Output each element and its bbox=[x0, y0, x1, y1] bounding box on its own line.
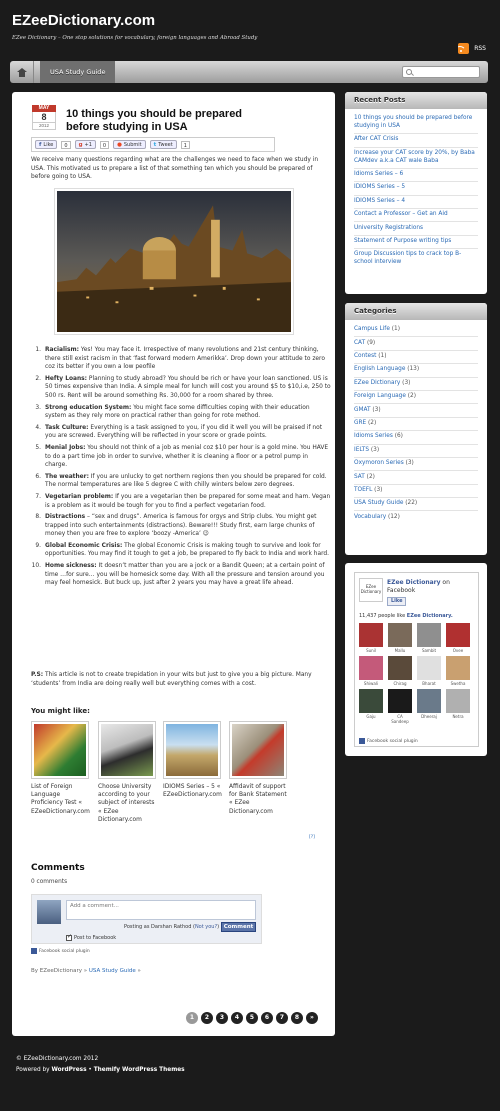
post-meta-suffix: » bbox=[135, 968, 141, 974]
fan-avatar[interactable] bbox=[359, 656, 383, 680]
fb-fan[interactable] bbox=[446, 656, 470, 686]
fb-fan[interactable] bbox=[388, 623, 412, 653]
category-item bbox=[354, 391, 478, 404]
recent-post-link[interactable]: Increase your CAT score by 20%, by Baba CAMdev a.k.a CAT wale Baba bbox=[354, 148, 478, 169]
category-item bbox=[354, 471, 478, 484]
category-count: (1) bbox=[376, 353, 387, 360]
list-item bbox=[31, 493, 331, 510]
fan-name[interactable]: Shiwali bbox=[363, 681, 379, 686]
list-item-number: 3. bbox=[35, 404, 41, 411]
posting-as bbox=[124, 924, 219, 930]
rss-icon bbox=[458, 43, 469, 54]
category-count: (2) bbox=[405, 393, 416, 400]
page-number[interactable]: 7 bbox=[276, 1012, 288, 1024]
posting-as-end: ) bbox=[217, 924, 220, 930]
category-item bbox=[354, 445, 478, 458]
category-item bbox=[354, 351, 478, 364]
site-title[interactable]: EZeeDictionary.com bbox=[12, 12, 156, 29]
category-link[interactable]: TOEFL bbox=[354, 486, 373, 493]
recent-post-link[interactable]: Idioms Series – 6 bbox=[354, 169, 478, 182]
fb-social-plugin-label: Facebook social plugin bbox=[39, 948, 90, 954]
fan-avatar[interactable] bbox=[388, 623, 412, 647]
rss-link[interactable] bbox=[458, 43, 486, 54]
related-link[interactable]: IDIOMS Series – 5 « EZeeDictionary.com bbox=[163, 784, 222, 799]
post-category-link[interactable]: USA Study Guide bbox=[88, 968, 136, 974]
fb-fan[interactable] bbox=[388, 689, 412, 724]
category-count: (6) bbox=[392, 433, 403, 440]
ps-text: This article is not to create trepidation in your wits but just to give you a big picture. Many ‘students’ from India are doing really well but everything comes with a cost. bbox=[31, 672, 312, 687]
gplus-label: +1 bbox=[84, 141, 92, 148]
posting-as-text: Posting as Darshan Rathod ( bbox=[124, 924, 195, 930]
category-count: (3) bbox=[372, 486, 383, 493]
fb-fan[interactable] bbox=[388, 656, 412, 686]
facebook-icon bbox=[359, 738, 365, 744]
page-number[interactable]: 6 bbox=[261, 1012, 273, 1024]
list-item-body bbox=[45, 424, 331, 441]
fan-name[interactable]: Sunil bbox=[366, 648, 376, 653]
fan-name[interactable]: Netra bbox=[452, 714, 464, 719]
category-link[interactable]: GMAT bbox=[354, 406, 371, 413]
twitter-icon: t bbox=[153, 141, 157, 148]
list-item-head: Global Economic Crisis: bbox=[45, 542, 123, 549]
search-icon bbox=[406, 69, 412, 75]
fan-name[interactable]: Mallu bbox=[394, 648, 406, 653]
list-item-head: Strong education System: bbox=[45, 404, 132, 411]
list-item bbox=[31, 473, 331, 490]
list-item bbox=[31, 562, 331, 588]
post-date-day: 8 bbox=[32, 112, 56, 123]
fan-avatar[interactable] bbox=[446, 656, 470, 680]
fb-fan[interactable] bbox=[359, 689, 383, 724]
list-item-number: 9. bbox=[35, 542, 41, 549]
recent-post-link[interactable]: IDIOMS Series – 4 bbox=[354, 196, 478, 209]
fan-avatar[interactable] bbox=[417, 689, 441, 713]
post-image bbox=[54, 188, 294, 335]
list-item-head: Vegetarian problem: bbox=[45, 493, 114, 500]
page-number[interactable]: 3 bbox=[216, 1012, 228, 1024]
list-item-head: Task Culture: bbox=[45, 424, 89, 431]
footer-sep: • bbox=[86, 1067, 94, 1073]
next-page-button[interactable]: » bbox=[306, 1012, 318, 1024]
themify-link[interactable]: Themify WordPress Themes bbox=[93, 1067, 185, 1073]
post-title[interactable]: 10 things you should be prepared before studying in USA bbox=[66, 108, 243, 133]
category-count: (3) bbox=[403, 460, 414, 467]
nav-item-usa-study-guide[interactable]: USA Study Guide bbox=[40, 61, 115, 83]
related-thumb[interactable] bbox=[98, 721, 156, 779]
list-item-body bbox=[45, 562, 331, 588]
home-button[interactable] bbox=[10, 61, 34, 83]
fb-faces-grid bbox=[359, 623, 477, 724]
fb-page-link[interactable]: EZee Dictionary bbox=[387, 579, 441, 586]
list-item-text: – “sex and drugs”. America is famous for orgys and Strip clubs. You might get trapped into such entertainments (distractions). Beware!!! Study first, earn large chunks of money then you are free to explore ‘boozy -America’ 😉 bbox=[45, 514, 317, 538]
related-help-link[interactable]: [?] bbox=[309, 835, 315, 840]
fan-name[interactable]: Swetha bbox=[450, 681, 466, 686]
stumble-submit-button[interactable] bbox=[113, 140, 146, 149]
list-item-text: You might face some difficulties coping with their education system as they rely more on practical rather than going for rote method. bbox=[45, 404, 310, 420]
post-meta bbox=[31, 968, 141, 974]
fb-fan[interactable] bbox=[446, 689, 470, 724]
fb-social-plugin-link[interactable] bbox=[31, 948, 90, 954]
related-post[interactable] bbox=[31, 721, 90, 816]
category-link[interactable]: Campus Life bbox=[354, 326, 390, 333]
related-thumb[interactable] bbox=[163, 721, 221, 779]
list-item bbox=[31, 404, 331, 421]
category-item bbox=[354, 378, 478, 391]
list-item-body bbox=[45, 375, 331, 401]
list-item bbox=[31, 424, 331, 441]
fb-page-logo[interactable]: EZee Dictionary bbox=[359, 578, 383, 602]
list-item-body bbox=[45, 542, 331, 559]
fb-fan[interactable] bbox=[359, 656, 383, 686]
category-count: (3) bbox=[400, 379, 411, 386]
categories-widget bbox=[345, 303, 487, 555]
recent-post-link[interactable]: IDIOMS Series – 5 bbox=[354, 182, 478, 195]
checkbox-icon[interactable] bbox=[66, 935, 72, 941]
fb-like-count: 0 bbox=[61, 141, 70, 149]
list-item-number: 1. bbox=[35, 347, 41, 353]
related-link[interactable]: Choose University according to your subject of interests « EZee Dictionary.com bbox=[98, 784, 155, 823]
post-date-month: MAY bbox=[32, 105, 56, 112]
main-nav bbox=[10, 61, 488, 83]
home-icon bbox=[17, 68, 27, 77]
category-count: (1) bbox=[389, 326, 400, 333]
fan-name[interactable]: Chirag bbox=[393, 681, 407, 686]
fan-name[interactable]: Bharat bbox=[422, 681, 436, 686]
category-link[interactable]: CAT bbox=[354, 339, 366, 346]
category-count: (2) bbox=[364, 473, 375, 480]
category-link[interactable]: Oxymoron Series bbox=[354, 460, 404, 467]
avatar bbox=[37, 900, 61, 924]
fb-people-page[interactable]: EZee Dictionary. bbox=[406, 613, 453, 619]
category-link[interactable]: Foreign Language bbox=[354, 393, 406, 400]
post-author: By EZeeDictionary » bbox=[31, 968, 89, 974]
list-item-number: 2. bbox=[35, 375, 41, 382]
fb-fan[interactable] bbox=[359, 623, 383, 653]
category-item bbox=[354, 498, 478, 511]
list-item-head: Hefty Loans: bbox=[45, 375, 88, 382]
related-post[interactable] bbox=[98, 721, 157, 824]
share-bar bbox=[31, 137, 275, 152]
post-date bbox=[32, 105, 56, 130]
list-item-head: Home sickness: bbox=[45, 563, 97, 570]
fan-avatar[interactable] bbox=[388, 656, 412, 680]
google-plus-icon: g bbox=[78, 141, 83, 148]
fb-fan[interactable] bbox=[417, 623, 441, 653]
recent-post-link[interactable]: 10 things you should be prepared before studying in USA bbox=[354, 113, 478, 134]
category-count: (3) bbox=[369, 446, 380, 453]
fan-name[interactable]: CA Sandeep bbox=[391, 714, 409, 724]
gplus-button[interactable] bbox=[75, 140, 96, 149]
related-post[interactable] bbox=[163, 721, 222, 799]
related-link[interactable]: Affidavit of support for Bank Statement « EZee Dictionary.com bbox=[229, 784, 287, 815]
list-item-body bbox=[45, 346, 331, 372]
list-item bbox=[31, 542, 331, 559]
fb-on-text: on Facebook bbox=[387, 579, 450, 594]
list-item bbox=[31, 375, 331, 401]
recent-post-link[interactable]: After CAT Crisis bbox=[354, 134, 478, 147]
list-item bbox=[31, 444, 331, 470]
list-item-head: Distractions bbox=[45, 514, 86, 521]
list-item-body bbox=[45, 404, 331, 421]
category-item bbox=[354, 458, 478, 471]
gplus-count: 0 bbox=[100, 141, 109, 149]
rss-label: RSS bbox=[474, 45, 486, 52]
list-item-text: It doesn’t matter than you are a jock or a Bandit Queen; at a certain point of time …for sure… you will be homesick some day. With all the pressure and tension around you may feel homesick. But buck up, just after 2 years you may have a great life ahead. bbox=[45, 563, 325, 587]
list-item-text: Yes! You may face it. Irrespective of many revolutions and 21st century thinking, there still exist racism in that ‘fast forward modern Amerikka’. Drop down your attitude to zero coz its better if you own a low peofile bbox=[45, 347, 325, 371]
post-date-year: 2012 bbox=[32, 123, 56, 130]
related-post[interactable] bbox=[229, 721, 288, 816]
search-input[interactable] bbox=[403, 76, 479, 86]
category-item bbox=[354, 337, 478, 350]
related-thumb[interactable] bbox=[31, 721, 89, 779]
submit-label: Submit bbox=[123, 141, 142, 148]
fan-name[interactable]: Ovee bbox=[452, 648, 464, 653]
fan-avatar[interactable] bbox=[417, 656, 441, 680]
fb-page-like-button[interactable]: Like bbox=[387, 597, 406, 606]
footer-powered bbox=[16, 1067, 185, 1073]
list-item-number: 10. bbox=[31, 563, 41, 570]
fb-social-plugin-label: Facebook social plugin bbox=[367, 738, 418, 744]
recent-post-link[interactable]: Contact a Professor – Get an Aid bbox=[354, 209, 478, 222]
oxford-skyline-image bbox=[57, 191, 291, 332]
footer-copyright: © EZeeDictionary.com 2012 bbox=[16, 1056, 99, 1062]
recent-post-link[interactable]: Group Discussion tips to crack top B-school interview bbox=[354, 251, 462, 266]
list-item-body bbox=[45, 513, 331, 539]
comment-button[interactable]: Comment bbox=[221, 922, 256, 932]
fan-name[interactable]: Sambit bbox=[421, 648, 437, 653]
page-number[interactable]: 1 bbox=[186, 1012, 198, 1024]
comments-count: 0 comments bbox=[31, 879, 68, 885]
category-item bbox=[354, 485, 478, 498]
fan-avatar[interactable] bbox=[388, 689, 412, 713]
list-item-head: The weather: bbox=[45, 473, 89, 480]
fb-comments-box bbox=[31, 894, 262, 944]
post-to-facebook-label: Post to Facebook bbox=[74, 935, 117, 941]
category-count: (13) bbox=[405, 366, 420, 373]
category-link[interactable]: SAT bbox=[354, 473, 365, 480]
category-item bbox=[354, 364, 478, 377]
fan-avatar[interactable] bbox=[446, 623, 470, 647]
list-item-body bbox=[45, 493, 331, 510]
related-thumb[interactable] bbox=[229, 721, 287, 779]
facebook-like-box bbox=[354, 572, 479, 747]
fan-avatar[interactable] bbox=[359, 689, 383, 713]
list-item-text: If you are unlucky to get northern regions then you should be prepared for cold. The normal temperatures are like 5 degree C with chilly winters below zero degrees. bbox=[45, 473, 327, 489]
list-item-head: Racialism: bbox=[45, 347, 80, 353]
related-link[interactable]: List of Foreign Language Proficiency Test « EZeeDictionary.com bbox=[31, 784, 90, 815]
fb-people-count bbox=[359, 613, 453, 619]
category-link[interactable]: GRE bbox=[354, 420, 367, 427]
page-number[interactable]: 5 bbox=[246, 1012, 258, 1024]
fb-page-name bbox=[387, 579, 477, 595]
category-link[interactable]: English Language bbox=[354, 366, 406, 373]
category-count: (3) bbox=[370, 406, 381, 413]
tweet-label: Tweet bbox=[158, 141, 173, 148]
category-count: (2) bbox=[366, 420, 377, 427]
main-content bbox=[12, 92, 335, 1036]
category-count: (22) bbox=[403, 500, 418, 507]
fb-social-plugin-link[interactable] bbox=[359, 738, 418, 744]
ps-head: P.S: bbox=[31, 672, 44, 678]
fan-name[interactable]: Gaju bbox=[366, 714, 376, 719]
list-item-text: You should not think of a job as menial coz $10 per hour is a gold mine. You HAVE to do a part time job in order to survive, whether it is cleaning a floor or a petrol pump in charge. bbox=[45, 444, 329, 469]
category-item bbox=[354, 511, 478, 523]
recent-posts-widget bbox=[345, 92, 487, 294]
fan-name[interactable]: Dheeraj bbox=[421, 714, 437, 719]
list-item-number: 5. bbox=[35, 444, 41, 451]
fan-avatar[interactable] bbox=[417, 623, 441, 647]
facebook-icon: f bbox=[39, 141, 42, 148]
post-ps bbox=[31, 671, 326, 688]
recent-post-link[interactable]: Statement of Purpose writing tips bbox=[354, 236, 478, 249]
site-tagline: EZee Dictionary – One stop solutions for vocabulary, foreign languages and Abroad Study bbox=[12, 35, 258, 41]
fan-avatar[interactable] bbox=[446, 689, 470, 713]
list-item-text: Everything is a task assigned to you, if you did it well you will be praised if not you are screwed. Everything will be reflected in your score or grade points. bbox=[45, 424, 323, 440]
post-intro: We receive many questions regarding what are the challenges we need to face when we study in USA. This motivated us to prepare a list of that something ten which you should be prepared of before going to USA. bbox=[31, 157, 319, 181]
powered-prefix: Powered by bbox=[16, 1067, 52, 1073]
comment-input[interactable]: Add a comment... bbox=[66, 900, 256, 920]
post-to-facebook-checkbox[interactable] bbox=[66, 935, 116, 941]
list-item bbox=[31, 513, 331, 539]
list-item-number: 8. bbox=[35, 514, 41, 521]
category-link[interactable]: IELTS bbox=[354, 446, 370, 453]
not-you-link[interactable]: Not you? bbox=[194, 924, 218, 930]
category-item bbox=[354, 431, 478, 444]
list-item-head: Menial Jobs: bbox=[45, 444, 86, 451]
recent-posts-list bbox=[345, 109, 487, 273]
category-link[interactable]: Vocabulary bbox=[354, 513, 387, 520]
list-item-number: 6. bbox=[35, 473, 41, 480]
category-link[interactable]: Contest bbox=[354, 353, 377, 360]
page-number[interactable]: 8 bbox=[291, 1012, 303, 1024]
fb-fan[interactable] bbox=[417, 689, 441, 724]
tweet-button[interactable] bbox=[150, 140, 177, 149]
list-item-text: Planning to study abroad? You should be rich or have your loan sanctioned. US is 50 times expensive than India. A simple meal for lunch will cost you around $5 to $10,i.e, 250 to 500 rs. Rent will be around something Rs. 30,000 for a room shared by three. bbox=[45, 375, 331, 399]
fb-like-button[interactable] bbox=[35, 140, 57, 149]
recent-post-link[interactable]: University Registrations bbox=[354, 222, 478, 235]
fan-avatar[interactable] bbox=[359, 623, 383, 647]
category-count: (9) bbox=[365, 339, 376, 346]
fb-fan[interactable] bbox=[446, 623, 470, 653]
page-number[interactable]: 4 bbox=[231, 1012, 243, 1024]
list-item-body bbox=[45, 444, 331, 470]
page-number[interactable]: 2 bbox=[201, 1012, 213, 1024]
facebook-icon bbox=[31, 948, 37, 954]
comments-title: Comments bbox=[31, 863, 85, 873]
tweet-count: 1 bbox=[181, 141, 190, 149]
list-item-text: If you are a vegetarian then be prepared for some meat and ham. Vegan is a problem as it would be tough for you to find a perfect vegetarian food. bbox=[45, 493, 331, 509]
fb-people-number: 11,437 bbox=[359, 613, 377, 619]
search-box bbox=[402, 66, 480, 78]
category-item bbox=[354, 324, 478, 337]
you-might-like-title: You might like: bbox=[31, 707, 90, 715]
facebook-widget bbox=[345, 563, 487, 756]
list-item-number: 4. bbox=[35, 424, 41, 431]
fb-people-text: people like bbox=[376, 613, 407, 619]
category-item bbox=[354, 404, 478, 417]
category-link[interactable]: USA Study Guide bbox=[354, 500, 404, 507]
list-item-body bbox=[45, 473, 331, 490]
pagination bbox=[186, 1012, 318, 1024]
category-link[interactable]: Idioms Series bbox=[354, 433, 393, 440]
wordpress-link[interactable]: WordPress bbox=[51, 1067, 87, 1073]
stumbleupon-icon: ● bbox=[117, 141, 122, 148]
list-item-number: 7. bbox=[35, 493, 41, 500]
categories-list bbox=[345, 320, 487, 528]
category-item bbox=[354, 418, 478, 431]
category-count: (12) bbox=[386, 513, 400, 520]
fb-like-label: Like bbox=[43, 141, 54, 148]
list-item bbox=[31, 346, 331, 372]
category-link[interactable]: EZee Dictionary bbox=[354, 379, 401, 386]
fb-fan[interactable] bbox=[417, 656, 441, 686]
post-list bbox=[31, 346, 331, 591]
list-item-text: The global Economic Crisis is making tough to survive and look for opportunities. You may find it tough to get a job, be prepared to fly back to India and work hard. bbox=[45, 542, 330, 558]
categories-title: Categories bbox=[345, 303, 487, 320]
recent-posts-title: Recent Posts bbox=[345, 92, 487, 109]
